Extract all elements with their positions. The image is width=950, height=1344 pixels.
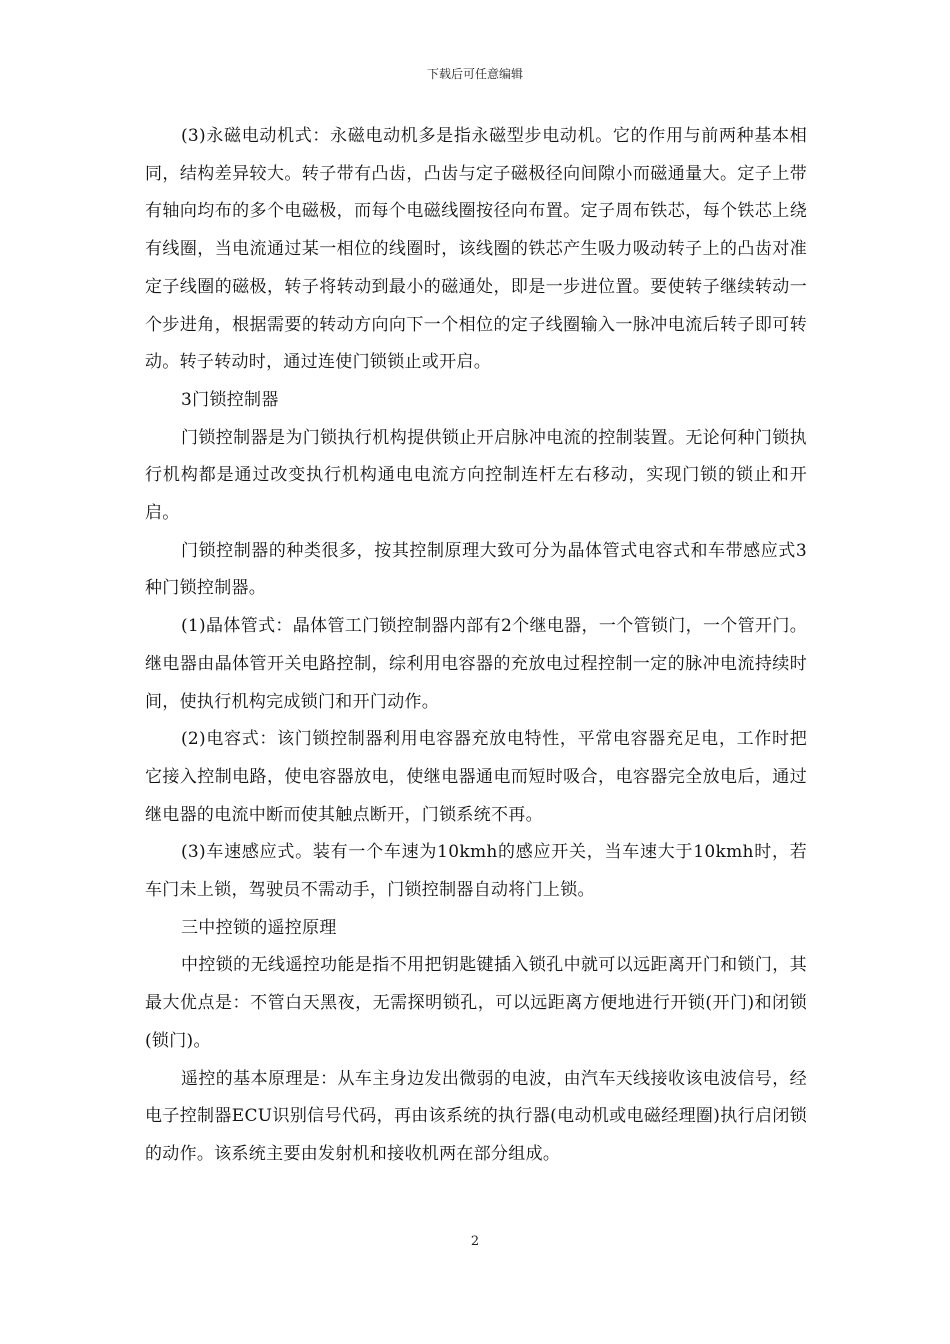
paragraph-controller-types: 门锁控制器的种类很多，按其控制原理大致可分为晶体管式电容式和车带感应式3种门锁控制器。 (145, 540, 807, 599)
heading-remote-principle: 三中控锁的遥控原理 (181, 917, 337, 938)
paragraph-remote-function: 中控锁的无线遥控功能是指不用把钥匙键插入锁孔中就可以远距离开门和锁门，其最大优点是：不管白天黑夜，无需探明锁孔，可以远距离方便地进行开锁(开门)和闭锁(锁门)。 (145, 955, 807, 1051)
heading-door-lock-controller: 3门锁控制器 (181, 389, 279, 410)
paragraph-remote-basic-principle: 遥控的基本原理是：从车主身边发出微弱的电波，由汽车天线接收该电波信号，经电子控制器ECU识别信号代码，再由该系统的执行器(电动机或电磁经理圈)执行启闭锁的动作。该系统主要由发射机和接收机两在部分组成。 (145, 1068, 807, 1164)
paragraph-controller-definition: 门锁控制器是为门锁执行机构提供锁止开启脉冲电流的控制装置。无论何种门锁执行机构都是通过改变执行机构通电电流方向控制连杆左右移动，实现门锁的锁止和开启。 (145, 427, 807, 524)
paragraph-permanent-magnet-motor: (3)永磁电动机式：永磁电动机多是指永磁型步电动机。它的作用与前两种基本相同，结构差异较大。转子带有凸齿，凸齿与定子磁极径向间隙小而磁通量大。定子上带有轴向均布的多个电磁极，而每个电磁线圈按径向布置。定子周布铁芯，每个铁芯上绕有线圈，当电流通过某一相位的线圈时，该线圈的铁芯产生吸力吸动转子上的凸齿对准定子线圈的磁极，转子将转动到最小的磁通处，即是一步进位置。要使转子继续转动一个步进角，根据需要的转动方向向下一个相位的定子线圈输入一脉冲电流后转子即可转动。转子转动时，通过连使门锁锁止或开启。 (145, 126, 807, 373)
page-header: 下载后可任意编辑 (426, 67, 523, 81)
document-body (145, 118, 807, 1174)
page-number: 2 (470, 1234, 480, 1249)
paragraph-capacitor-type: (2)电容式：该门锁控制器利用电容器充放电特性，平常电容器充足电，工作时把它接入控制电路，使电容器放电，使继电器通电而短时吸合，电容器完全放电后，通过继电器的电流中断而使其触点断开，门锁系统不再。 (145, 729, 807, 825)
paragraph-transistor-type: (1)晶体管式：晶体管工门锁控制器内部有2个继电器，一个管锁门，一个管开门。继电器由晶体管开关电路控制，综利用电容器的充放电过程控制一定的脉冲电流持续时间，使执行机构完成锁门和开门动作。 (145, 616, 807, 712)
paragraph-speed-sensing-type: (3)车速感应式。装有一个车速为10kmh的感应开关，当车速大于10kmh时，若车门未上锁，驾驶员不需动手，门锁控制器自动将门上锁。 (145, 842, 807, 901)
